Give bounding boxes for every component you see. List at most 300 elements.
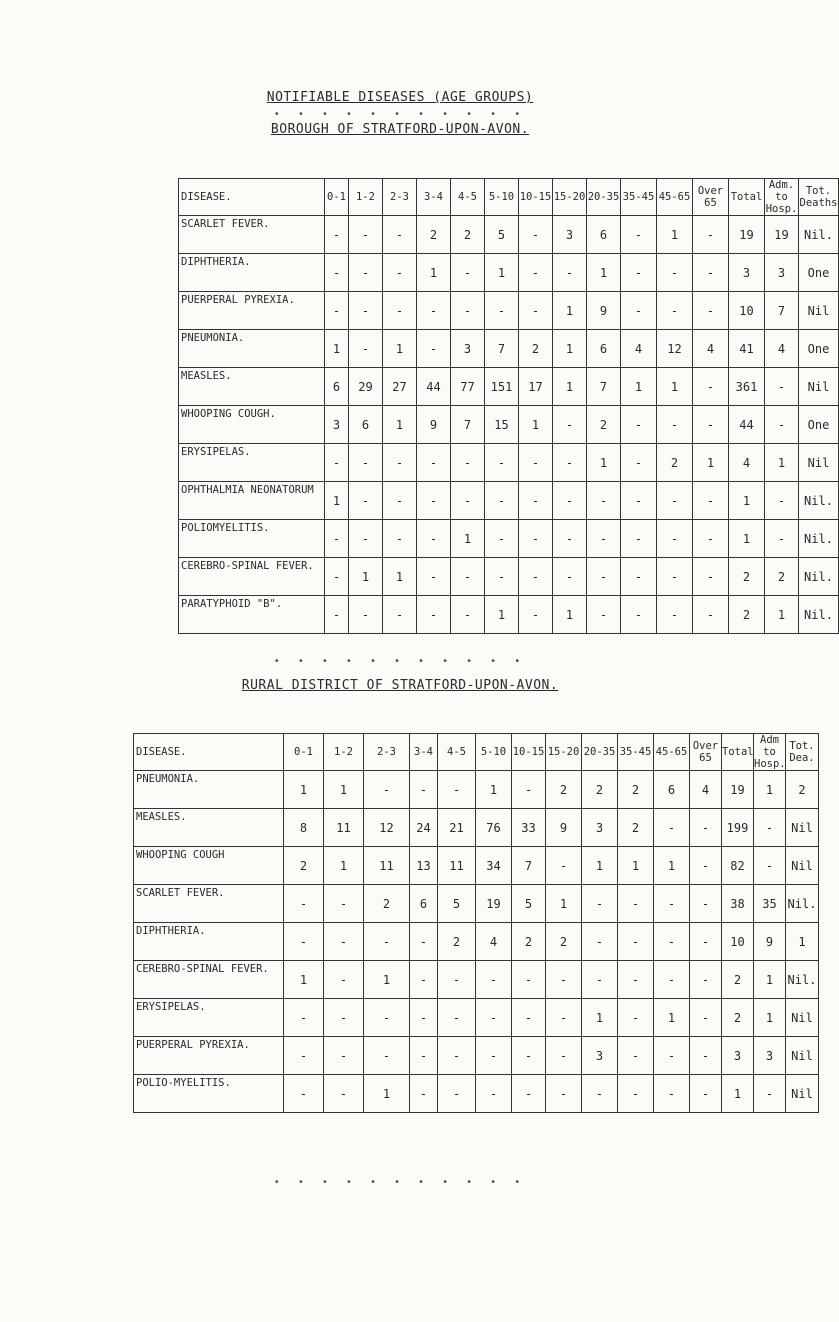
table-cell: - bbox=[519, 558, 553, 596]
table-cell: - bbox=[417, 520, 451, 558]
disease-name: WHOOPING COUGH. bbox=[179, 406, 325, 444]
table-cell: 1 bbox=[451, 520, 485, 558]
table-cell: 2 bbox=[722, 961, 754, 999]
table-cell: - bbox=[519, 254, 553, 292]
table-cell: - bbox=[657, 406, 693, 444]
table-cell: 1 bbox=[325, 330, 349, 368]
footer-dots: • • • • • • • • • • • bbox=[273, 1177, 527, 1188]
table-cell: - bbox=[553, 482, 587, 520]
table-cell: 9 bbox=[417, 406, 451, 444]
disease-name: PARATYPHOID "B". bbox=[179, 596, 325, 634]
table-cell: 8 bbox=[284, 809, 324, 847]
table-row bbox=[134, 923, 819, 961]
table-cell: 5 bbox=[485, 216, 519, 254]
table-cell: - bbox=[417, 330, 451, 368]
table-cell: - bbox=[476, 961, 512, 999]
table-cell: - bbox=[485, 482, 519, 520]
table-cell: 2 bbox=[618, 771, 654, 809]
table-cell: - bbox=[693, 368, 729, 406]
table-row bbox=[179, 444, 839, 482]
table-cell: 7 bbox=[451, 406, 485, 444]
column-header: 15-20 bbox=[553, 179, 587, 216]
table-cell: 1 bbox=[364, 1075, 410, 1113]
table-cell: 1 bbox=[722, 1075, 754, 1113]
table-cell: One bbox=[799, 330, 839, 368]
column-header: Adm. to Hosp. bbox=[765, 179, 798, 215]
column-header: DISEASE. bbox=[179, 179, 325, 216]
rural-heading: RURAL DISTRICT OF STRATFORD-UPON-AVON. bbox=[241, 678, 559, 693]
table-cell: 2 bbox=[451, 216, 485, 254]
table-cell: 3 bbox=[582, 809, 618, 847]
table-cell: 9 bbox=[587, 292, 621, 330]
column-header: 20-35 bbox=[582, 734, 618, 771]
table-cell: 2 bbox=[417, 216, 451, 254]
table-cell: 35 bbox=[754, 885, 786, 923]
table-cell: - bbox=[587, 520, 621, 558]
table-row bbox=[134, 885, 819, 923]
table-cell: 3 bbox=[729, 254, 765, 292]
table-row bbox=[134, 999, 819, 1037]
table-cell: 1 bbox=[546, 885, 582, 923]
table-cell: - bbox=[621, 254, 657, 292]
table-cell: 44 bbox=[417, 368, 451, 406]
table-cell: - bbox=[654, 809, 690, 847]
column-header: 20-35 bbox=[587, 179, 621, 216]
table-cell: - bbox=[485, 520, 519, 558]
table-cell: 1 bbox=[364, 961, 410, 999]
table-cell: - bbox=[553, 558, 587, 596]
table-cell: - bbox=[349, 444, 383, 482]
column-header: 10-15 bbox=[512, 734, 546, 771]
table-row bbox=[179, 368, 839, 406]
table-cell: - bbox=[324, 999, 364, 1037]
table-cell: 77 bbox=[451, 368, 485, 406]
disease-name: PNEUMONIA. bbox=[134, 771, 284, 809]
table-cell: - bbox=[618, 923, 654, 961]
disease-name: MEASLES. bbox=[134, 809, 284, 847]
table-cell: 11 bbox=[438, 847, 476, 885]
column-header: Total bbox=[729, 179, 765, 216]
table-row bbox=[134, 1075, 819, 1113]
table-cell: - bbox=[451, 444, 485, 482]
column-header: 5-10 bbox=[485, 179, 519, 216]
column-header: 2-3 bbox=[383, 179, 417, 216]
column-header: 4-5 bbox=[451, 179, 485, 216]
table-cell: - bbox=[546, 999, 582, 1037]
table-cell: 7 bbox=[587, 368, 621, 406]
table-cell: Nil. bbox=[799, 520, 839, 558]
table-cell: 1 bbox=[654, 999, 690, 1037]
table-cell: - bbox=[383, 254, 417, 292]
table-cell: - bbox=[765, 406, 799, 444]
table-cell: Nil bbox=[786, 847, 819, 885]
table-cell: - bbox=[546, 1037, 582, 1075]
table-row bbox=[179, 596, 839, 634]
table-cell: - bbox=[349, 482, 383, 520]
table-cell: - bbox=[325, 216, 349, 254]
table-cell: 4 bbox=[621, 330, 657, 368]
table-cell: 82 bbox=[722, 847, 754, 885]
table-cell: - bbox=[519, 520, 553, 558]
table-row bbox=[134, 847, 819, 885]
table-cell: - bbox=[410, 1075, 438, 1113]
table-cell: - bbox=[417, 292, 451, 330]
table-row bbox=[134, 809, 819, 847]
table-cell: 1 bbox=[476, 771, 512, 809]
table-cell: - bbox=[621, 216, 657, 254]
table-cell: 7 bbox=[485, 330, 519, 368]
table-cell: - bbox=[349, 596, 383, 634]
table-cell: 9 bbox=[546, 809, 582, 847]
column-header: 10-15 bbox=[519, 179, 553, 216]
table-cell: 361 bbox=[729, 368, 765, 406]
table-cell: - bbox=[451, 558, 485, 596]
rural-table bbox=[133, 733, 819, 1113]
table-cell: 33 bbox=[512, 809, 546, 847]
table-cell: - bbox=[690, 923, 722, 961]
table-cell: 9 bbox=[754, 923, 786, 961]
table-cell: - bbox=[476, 1037, 512, 1075]
table-cell: 1 bbox=[519, 406, 553, 444]
table-cell: - bbox=[451, 482, 485, 520]
table-cell: Nil bbox=[786, 1075, 819, 1113]
disease-name: PUERPERAL PYREXIA. bbox=[134, 1037, 284, 1075]
column-header: 35-45 bbox=[621, 179, 657, 216]
table-cell: - bbox=[587, 558, 621, 596]
table-cell: - bbox=[657, 254, 693, 292]
table-cell: 6 bbox=[587, 216, 621, 254]
table-cell: One bbox=[799, 406, 839, 444]
table-cell: Nil. bbox=[799, 558, 839, 596]
table-cell: 4 bbox=[765, 330, 799, 368]
table-cell: 4 bbox=[729, 444, 765, 482]
table-cell: - bbox=[765, 520, 799, 558]
disease-name: OPHTHALMIA NEONATORUM bbox=[179, 482, 325, 520]
header-row bbox=[179, 179, 839, 216]
table-cell: 1 bbox=[325, 482, 349, 520]
table-cell: - bbox=[284, 999, 324, 1037]
table-cell: 1 bbox=[383, 406, 417, 444]
column-header: DISEASE. bbox=[134, 734, 284, 771]
table-cell: 3 bbox=[754, 1037, 786, 1075]
table-cell: - bbox=[451, 292, 485, 330]
table-cell: - bbox=[476, 999, 512, 1037]
table-cell: 2 bbox=[587, 406, 621, 444]
table-cell: - bbox=[754, 847, 786, 885]
table-cell: 5 bbox=[438, 885, 476, 923]
table-cell: - bbox=[438, 1075, 476, 1113]
table-cell: 12 bbox=[364, 809, 410, 847]
table-cell: - bbox=[324, 1075, 364, 1113]
column-header: 1-2 bbox=[324, 734, 364, 771]
table-cell: 1 bbox=[729, 482, 765, 520]
table-cell: - bbox=[587, 596, 621, 634]
table-cell: 4 bbox=[690, 771, 722, 809]
table-cell: - bbox=[582, 923, 618, 961]
column-header: Over 65 bbox=[690, 734, 722, 771]
table-cell: 151 bbox=[485, 368, 519, 406]
disease-name: CEREBRO-SPINAL FEVER. bbox=[179, 558, 325, 596]
table-row bbox=[134, 771, 819, 809]
column-header: 45-65 bbox=[657, 179, 693, 216]
table-cell: - bbox=[512, 771, 546, 809]
table-cell: 44 bbox=[729, 406, 765, 444]
table-cell: - bbox=[693, 482, 729, 520]
table-cell: 21 bbox=[438, 809, 476, 847]
table-cell: - bbox=[621, 520, 657, 558]
table-cell: - bbox=[693, 520, 729, 558]
table-cell: 7 bbox=[512, 847, 546, 885]
table-cell: - bbox=[618, 961, 654, 999]
table-cell: - bbox=[519, 292, 553, 330]
column-header: 1-2 bbox=[349, 179, 383, 216]
table-cell: - bbox=[325, 444, 349, 482]
disease-name: POLIO-MYELITIS. bbox=[134, 1075, 284, 1113]
disease-name: MEASLES. bbox=[179, 368, 325, 406]
table-cell: - bbox=[485, 558, 519, 596]
table-cell: 6 bbox=[325, 368, 349, 406]
table-cell: 1 bbox=[485, 254, 519, 292]
table-cell: 1 bbox=[417, 254, 451, 292]
table-cell: - bbox=[284, 1075, 324, 1113]
table-cell: - bbox=[654, 1037, 690, 1075]
table-cell: - bbox=[765, 368, 799, 406]
table-cell: - bbox=[657, 596, 693, 634]
table-cell: 11 bbox=[364, 847, 410, 885]
table-cell: Nil bbox=[799, 292, 839, 330]
table-cell: - bbox=[485, 292, 519, 330]
table-cell: - bbox=[410, 771, 438, 809]
table-cell: - bbox=[324, 923, 364, 961]
table-cell: 1 bbox=[324, 847, 364, 885]
column-header: 0-1 bbox=[284, 734, 324, 771]
table-row bbox=[179, 292, 839, 330]
table-cell: - bbox=[618, 1037, 654, 1075]
table-cell: 1 bbox=[657, 368, 693, 406]
table-row bbox=[179, 254, 839, 292]
table-cell: 1 bbox=[754, 999, 786, 1037]
page-title: NOTIFIABLE DISEASES (AGE GROUPS) bbox=[266, 90, 534, 105]
table-cell: - bbox=[657, 292, 693, 330]
table-cell: 3 bbox=[765, 254, 799, 292]
table-cell: - bbox=[693, 254, 729, 292]
table-cell: 11 bbox=[324, 809, 364, 847]
table-cell: 4 bbox=[476, 923, 512, 961]
table-cell: - bbox=[519, 482, 553, 520]
table-cell: - bbox=[383, 292, 417, 330]
column-header: 3-4 bbox=[410, 734, 438, 771]
table-cell: - bbox=[417, 558, 451, 596]
table-cell: - bbox=[410, 999, 438, 1037]
table-cell: 3 bbox=[451, 330, 485, 368]
table-cell: - bbox=[438, 771, 476, 809]
table-cell: 2 bbox=[519, 330, 553, 368]
table-cell: - bbox=[324, 1037, 364, 1075]
table-cell: 1 bbox=[765, 596, 799, 634]
table-cell: - bbox=[349, 330, 383, 368]
disease-name: ERYSIPELAS. bbox=[134, 999, 284, 1037]
table-cell: 1 bbox=[582, 999, 618, 1037]
table-cell: Nil. bbox=[786, 961, 819, 999]
disease-name: PUERPERAL PYREXIA. bbox=[179, 292, 325, 330]
table-cell: 1 bbox=[553, 596, 587, 634]
column-header: Over 65 bbox=[693, 179, 729, 216]
table-cell: 1 bbox=[383, 558, 417, 596]
disease-name: DIPHTHERIA. bbox=[134, 923, 284, 961]
table-cell: - bbox=[693, 596, 729, 634]
table-cell: - bbox=[410, 1037, 438, 1075]
table-row bbox=[134, 1037, 819, 1075]
table-row bbox=[179, 520, 839, 558]
table-cell: 2 bbox=[722, 999, 754, 1037]
table-row bbox=[179, 216, 839, 254]
table-cell: - bbox=[621, 558, 657, 596]
table-cell: Nil. bbox=[799, 482, 839, 520]
table-cell: 1 bbox=[786, 923, 819, 961]
table-cell: - bbox=[618, 999, 654, 1037]
header-row bbox=[134, 734, 819, 771]
table-cell: - bbox=[324, 885, 364, 923]
table-row bbox=[179, 406, 839, 444]
table-cell: - bbox=[451, 596, 485, 634]
table-cell: - bbox=[383, 520, 417, 558]
table-cell: 2 bbox=[546, 923, 582, 961]
table-cell: - bbox=[512, 961, 546, 999]
table-cell: One bbox=[799, 254, 839, 292]
table-cell: Nil bbox=[799, 444, 839, 482]
table-cell: - bbox=[654, 885, 690, 923]
table-cell: - bbox=[519, 596, 553, 634]
table-cell: - bbox=[325, 292, 349, 330]
table-cell: - bbox=[654, 923, 690, 961]
table-cell: Nil. bbox=[786, 885, 819, 923]
table-cell: - bbox=[621, 444, 657, 482]
table-cell: 3 bbox=[553, 216, 587, 254]
table-cell: 199 bbox=[722, 809, 754, 847]
table-row bbox=[179, 330, 839, 368]
table-row bbox=[134, 961, 819, 999]
table-cell: 1 bbox=[587, 254, 621, 292]
table-cell: - bbox=[553, 520, 587, 558]
column-header: 2-3 bbox=[364, 734, 410, 771]
table-cell: - bbox=[657, 520, 693, 558]
table-cell: - bbox=[349, 254, 383, 292]
table-cell: - bbox=[690, 961, 722, 999]
table-cell: - bbox=[451, 254, 485, 292]
table-cell: - bbox=[349, 520, 383, 558]
table-cell: - bbox=[476, 1075, 512, 1113]
table-cell: 2 bbox=[512, 923, 546, 961]
table-cell: - bbox=[582, 1075, 618, 1113]
table-cell: - bbox=[690, 1075, 722, 1113]
table-cell: - bbox=[512, 1037, 546, 1075]
table-cell: - bbox=[324, 961, 364, 999]
table-cell: 1 bbox=[729, 520, 765, 558]
table-cell: 2 bbox=[729, 596, 765, 634]
table-cell: - bbox=[690, 885, 722, 923]
table-cell: - bbox=[383, 444, 417, 482]
table-cell: - bbox=[582, 885, 618, 923]
table-cell: - bbox=[364, 923, 410, 961]
table-cell: 1 bbox=[587, 444, 621, 482]
column-header: Tot. Deaths bbox=[799, 179, 839, 216]
table-cell: - bbox=[349, 292, 383, 330]
table-cell: 1 bbox=[553, 292, 587, 330]
table-cell: 13 bbox=[410, 847, 438, 885]
table-cell: - bbox=[693, 558, 729, 596]
table-cell: - bbox=[349, 216, 383, 254]
table-cell: 1 bbox=[621, 368, 657, 406]
table-cell: - bbox=[417, 482, 451, 520]
table-cell: 19 bbox=[722, 771, 754, 809]
table-cell: 12 bbox=[657, 330, 693, 368]
column-header: 5-10 bbox=[476, 734, 512, 771]
table-cell: - bbox=[693, 292, 729, 330]
title-dots: • • • • • • • • • • • bbox=[273, 109, 527, 120]
table-cell: 1 bbox=[765, 444, 799, 482]
table-cell: - bbox=[519, 444, 553, 482]
table-cell: - bbox=[621, 596, 657, 634]
table-cell: - bbox=[383, 596, 417, 634]
table-cell: 3 bbox=[325, 406, 349, 444]
table-cell: - bbox=[546, 1075, 582, 1113]
table-cell: - bbox=[512, 1075, 546, 1113]
table-cell: Nil bbox=[786, 1037, 819, 1075]
table-cell: 2 bbox=[582, 771, 618, 809]
table-cell: 1 bbox=[754, 771, 786, 809]
table-row bbox=[179, 558, 839, 596]
column-header: 4-5 bbox=[438, 734, 476, 771]
table-cell: - bbox=[754, 1075, 786, 1113]
borough-subtitle: BOROUGH OF STRATFORD-UPON-AVON. bbox=[270, 122, 530, 137]
table-cell: 10 bbox=[722, 923, 754, 961]
table-cell: 3 bbox=[722, 1037, 754, 1075]
table-cell: - bbox=[693, 406, 729, 444]
column-header: Total bbox=[722, 734, 754, 771]
table-cell: Nil bbox=[786, 999, 819, 1037]
table-cell: - bbox=[519, 216, 553, 254]
table-cell: - bbox=[325, 558, 349, 596]
table-cell: 19 bbox=[765, 216, 799, 254]
table-cell: - bbox=[438, 1037, 476, 1075]
table-cell: - bbox=[621, 292, 657, 330]
table-cell: - bbox=[512, 999, 546, 1037]
table-cell: 6 bbox=[587, 330, 621, 368]
table-cell: - bbox=[325, 520, 349, 558]
table-cell: 1 bbox=[284, 771, 324, 809]
table-cell: - bbox=[621, 406, 657, 444]
table-cell: - bbox=[693, 216, 729, 254]
disease-name: ERYSIPELAS. bbox=[179, 444, 325, 482]
table-cell: - bbox=[546, 847, 582, 885]
table-cell: 2 bbox=[765, 558, 799, 596]
disease-name: WHOOPING COUGH bbox=[134, 847, 284, 885]
table-cell: 6 bbox=[654, 771, 690, 809]
table-cell: - bbox=[364, 771, 410, 809]
table-cell: - bbox=[410, 923, 438, 961]
table-cell: 10 bbox=[729, 292, 765, 330]
column-header: Tot. Dea. bbox=[786, 734, 819, 771]
table-cell: - bbox=[690, 999, 722, 1037]
table-cell: - bbox=[654, 961, 690, 999]
table-cell: - bbox=[657, 482, 693, 520]
table-cell: 76 bbox=[476, 809, 512, 847]
section-dots: • • • • • • • • • • • bbox=[273, 656, 527, 667]
table-cell: - bbox=[417, 596, 451, 634]
column-header: 45-65 bbox=[654, 734, 690, 771]
table-cell: - bbox=[621, 482, 657, 520]
table-cell: 1 bbox=[553, 368, 587, 406]
